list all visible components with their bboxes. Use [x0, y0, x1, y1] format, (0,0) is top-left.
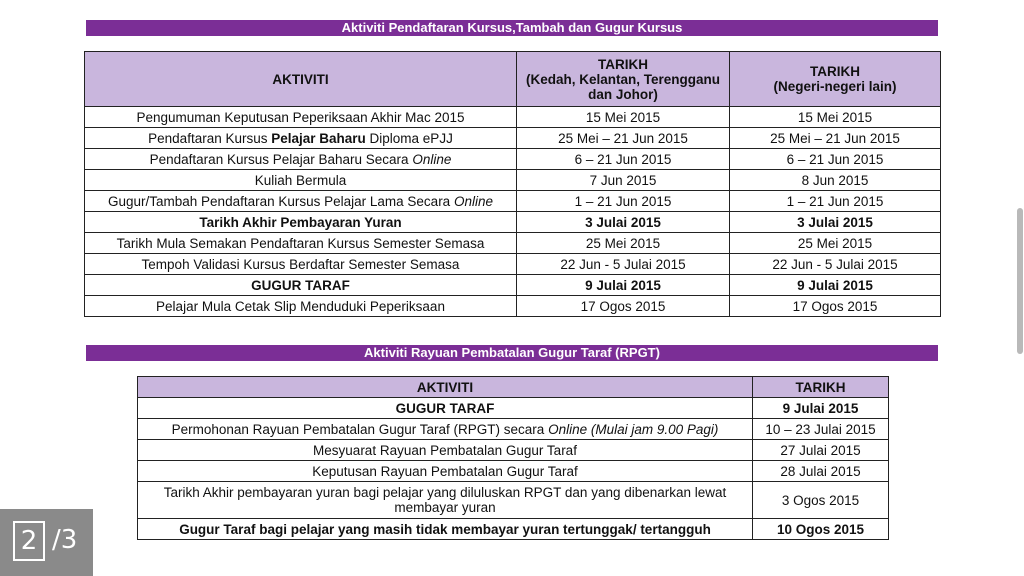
table-row: [138, 482, 889, 519]
date-cell: 25 Mei 2015: [517, 233, 730, 254]
rpgt-schedule-table: [137, 376, 889, 540]
activity-cell: Gugur/Tambah Pendaftaran Kursus Pelajar Lama Secara Online: [85, 191, 517, 212]
activity-cell: Tempoh Validasi Kursus Berdaftar Semester Semasa: [85, 254, 517, 275]
date-cell: 15 Mei 2015: [730, 107, 941, 128]
date-cell: 3 Julai 2015: [730, 212, 941, 233]
table-row: [138, 440, 889, 461]
date-cell: 1 – 21 Jun 2015: [730, 191, 941, 212]
activity-cell: Gugur Taraf bagi pelajar yang masih tidak membayar yuran tertunggak/ tertangguh: [138, 519, 753, 540]
activity-cell: Pengumuman Keputusan Peperiksaan Akhir Mac 2015: [85, 107, 517, 128]
activity-cell: Keputusan Rayuan Pembatalan Gugur Taraf: [138, 461, 753, 482]
table-row: [138, 419, 889, 440]
activity-cell: Pendaftaran Kursus Pelajar Baharu Secara Online: [85, 149, 517, 170]
table-row: [85, 128, 941, 149]
total-pages: /3: [52, 525, 78, 555]
table-header-row: [138, 377, 889, 398]
table-row: [85, 149, 941, 170]
vertical-scrollbar[interactable]: [1017, 208, 1023, 354]
section1-banner: Aktiviti Pendaftaran Kursus,Tambah dan Gugur Kursus: [86, 20, 938, 36]
table-row: [85, 212, 941, 233]
table-header-row: [85, 52, 941, 107]
date-cell: 9 Julai 2015: [730, 275, 941, 296]
date-cell: 3 Julai 2015: [517, 212, 730, 233]
activity-cell: Pelajar Mula Cetak Slip Menduduki Peperiksaan: [85, 296, 517, 317]
date-cell: 6 – 21 Jun 2015: [517, 149, 730, 170]
date-cell: 3 Ogos 2015: [753, 482, 889, 519]
date-cell: 6 – 21 Jun 2015: [730, 149, 941, 170]
date-cell: 1 – 21 Jun 2015: [517, 191, 730, 212]
date-cell: 10 Ogos 2015: [753, 519, 889, 540]
header-activity: AKTIVITI: [85, 52, 517, 107]
section2-banner: Aktiviti Rayuan Pembatalan Gugur Taraf (RPGT): [86, 345, 938, 361]
table-row: [138, 519, 889, 540]
header-date-other: TARIKH (Negeri-negeri lain): [730, 52, 941, 107]
date-cell: 7 Jun 2015: [517, 170, 730, 191]
header-date-east: TARIKH (Kedah, Kelantan, Terengganu dan Johor): [517, 52, 730, 107]
header-date: TARIKH: [753, 377, 889, 398]
table-row: [85, 296, 941, 317]
activity-cell: Pendaftaran Kursus Pelajar Baharu Diploma ePJJ: [85, 128, 517, 149]
table-row: [85, 275, 941, 296]
registration-schedule-table: [84, 51, 941, 317]
date-cell: 9 Julai 2015: [753, 398, 889, 419]
table-row: [85, 170, 941, 191]
table-row: [85, 107, 941, 128]
activity-cell: Mesyuarat Rayuan Pembatalan Gugur Taraf: [138, 440, 753, 461]
date-cell: 25 Mei – 21 Jun 2015: [517, 128, 730, 149]
date-cell: 22 Jun - 5 Julai 2015: [517, 254, 730, 275]
activity-cell: Tarikh Mula Semakan Pendaftaran Kursus Semester Semasa: [85, 233, 517, 254]
activity-cell: GUGUR TARAF: [85, 275, 517, 296]
date-cell: 17 Ogos 2015: [730, 296, 941, 317]
activity-cell: Tarikh Akhir Pembayaran Yuran: [85, 212, 517, 233]
date-cell: 15 Mei 2015: [517, 107, 730, 128]
activity-cell: Kuliah Bermula: [85, 170, 517, 191]
current-page-number[interactable]: 2: [13, 521, 45, 561]
activity-cell: Tarikh Akhir pembayaran yuran bagi pelajar yang diluluskan RPGT dan yang dibenarkan lewat membayar yuran: [138, 482, 753, 519]
date-cell: 9 Julai 2015: [517, 275, 730, 296]
table-row: [138, 398, 889, 419]
date-cell: 22 Jun - 5 Julai 2015: [730, 254, 941, 275]
date-cell: 17 Ogos 2015: [517, 296, 730, 317]
page-indicator: [0, 509, 93, 576]
activity-cell: Permohonan Rayuan Pembatalan Gugur Taraf (RPGT) secara Online (Mulai jam 9.00 Pagi): [138, 419, 753, 440]
table-row: [85, 233, 941, 254]
date-cell: 25 Mei – 21 Jun 2015: [730, 128, 941, 149]
date-cell: 8 Jun 2015: [730, 170, 941, 191]
table-row: [85, 191, 941, 212]
date-cell: 25 Mei 2015: [730, 233, 941, 254]
table-row: [138, 461, 889, 482]
date-cell: 27 Julai 2015: [753, 440, 889, 461]
date-cell: 28 Julai 2015: [753, 461, 889, 482]
table-row: [85, 254, 941, 275]
activity-cell: GUGUR TARAF: [138, 398, 753, 419]
header-activity: AKTIVITI: [138, 377, 753, 398]
date-cell: 10 – 23 Julai 2015: [753, 419, 889, 440]
